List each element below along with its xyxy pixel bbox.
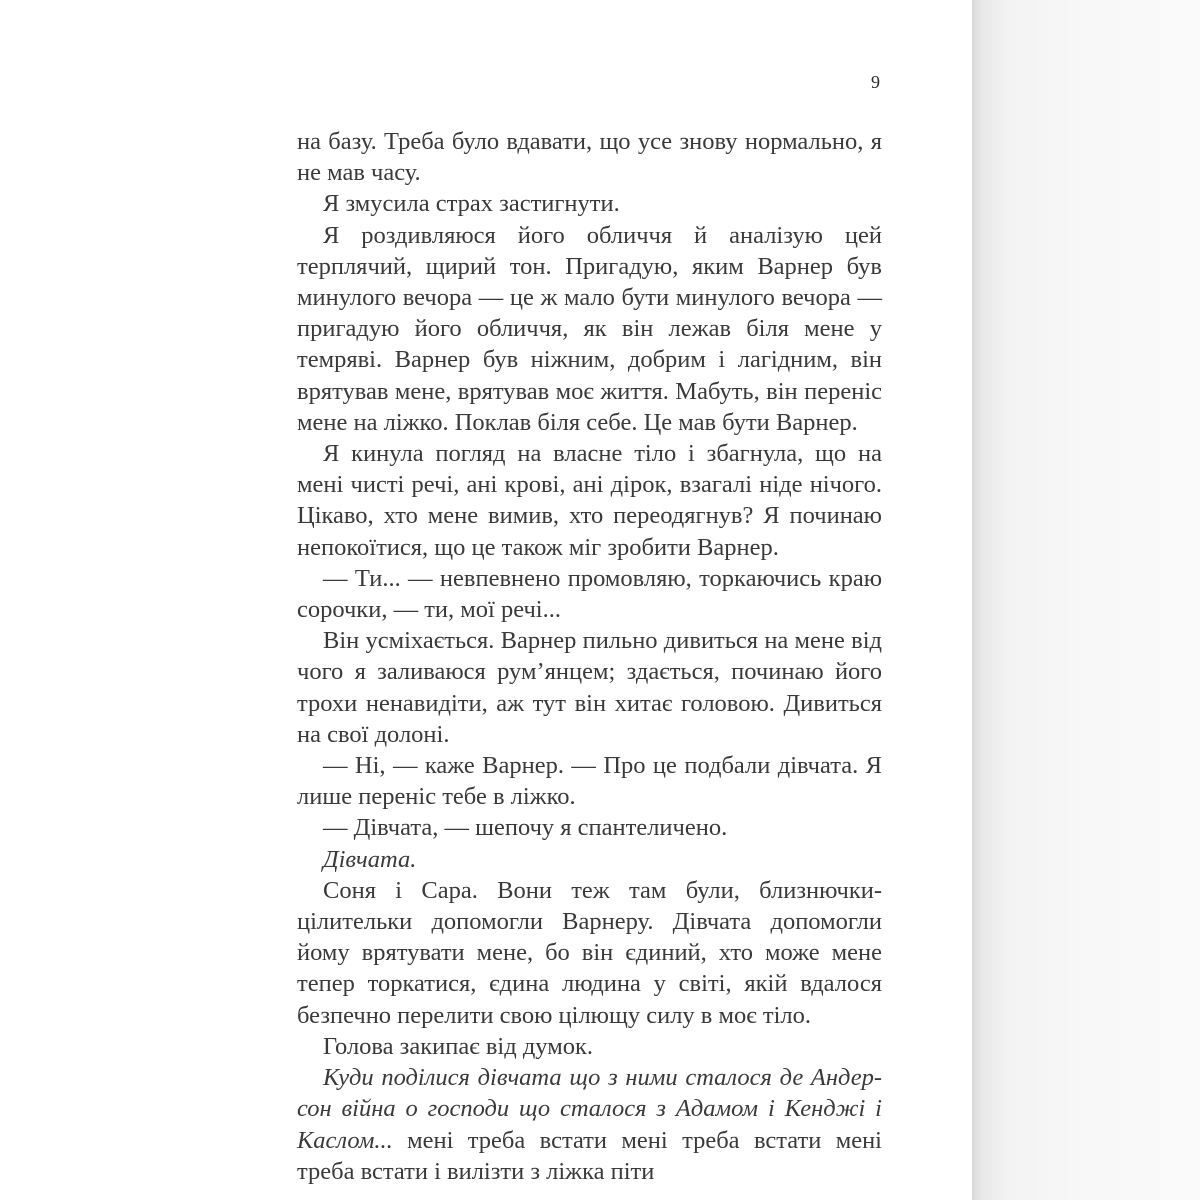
paragraph: Голова закипає від думок. [323,1032,593,1060]
paragraph: Я змусила страх застигнути. [323,190,620,218]
page-text [297,126,882,1187]
regular-thought: мені треба встати мені треба встати мені треба встати і вилізти з ліжка піти [297,1126,882,1185]
paragraph: Він усміхається. Варнер пильно дивиться на мене від чого я заливаюся рум’янцем; здається, починаю його трохи ненавидіти, аж тут він хитає головою. Дивиться на свої долоні. [297,627,882,748]
paragraph: — Ні, — каже Варнер. — Про це подбали дівчата. Я лише переніс тебе в ліжко. [297,752,882,811]
page-edge-shadow [970,0,1200,1200]
paragraph: Соня і Сара. Вони теж там були, близнючки-цілительки допомогли Варнеру. Дівчата допомогли йому врятувати мене, бо він єдиний, хто може мене тепер торкатися, єдина людина у світі, якій вдалося безпечно перелити свою цілющу силу в моє тіло. [297,876,882,1029]
paragraph: — Ти... — невпевнено промовляю, торкаючись краю сорочки, — ти, мої речі... [297,564,882,624]
paragraph: — Дівчата, — шепочу я спантеличено. [323,814,728,842]
paragraph: на базу. Треба було вдавати, що усе знову нормально, я не мав часу. [297,128,882,187]
paragraph: Я кинула погляд на власне тіло і збагнула, що на мені чисті речі, ані крові, ані дірок, взагалі ніде нічого. Цікаво, хто мене вимив, хто переодягнув? Я починаю непокоїтися, що це також міг зробити Варнер. [297,440,882,561]
paragraph-mixed [297,1062,882,1187]
paragraph: Я роздивляюся його обличчя й аналізую цей терплячий, щирий тон. Пригадую, яким Варнер був минулого вечора — це ж мало бути минулого вечора — пригадую його обличчя, як він лежав біля мене у темряві. Варнер був ніжним, добрим і лагідним, він врятував мене, врятував моє життя. Мабуть, він переніс мене на ліжко. Поклав біля себе. Це мав бути Варнер. [297,221,882,436]
italic-thought: Куди поділися дівчата що з ними сталося де Андерсон війна о господи що сталося з Адамом і Кенджі і Каслом... [297,1064,882,1154]
paragraph-italic: Дівчата. [323,845,417,873]
page-number: 9 [871,72,880,92]
